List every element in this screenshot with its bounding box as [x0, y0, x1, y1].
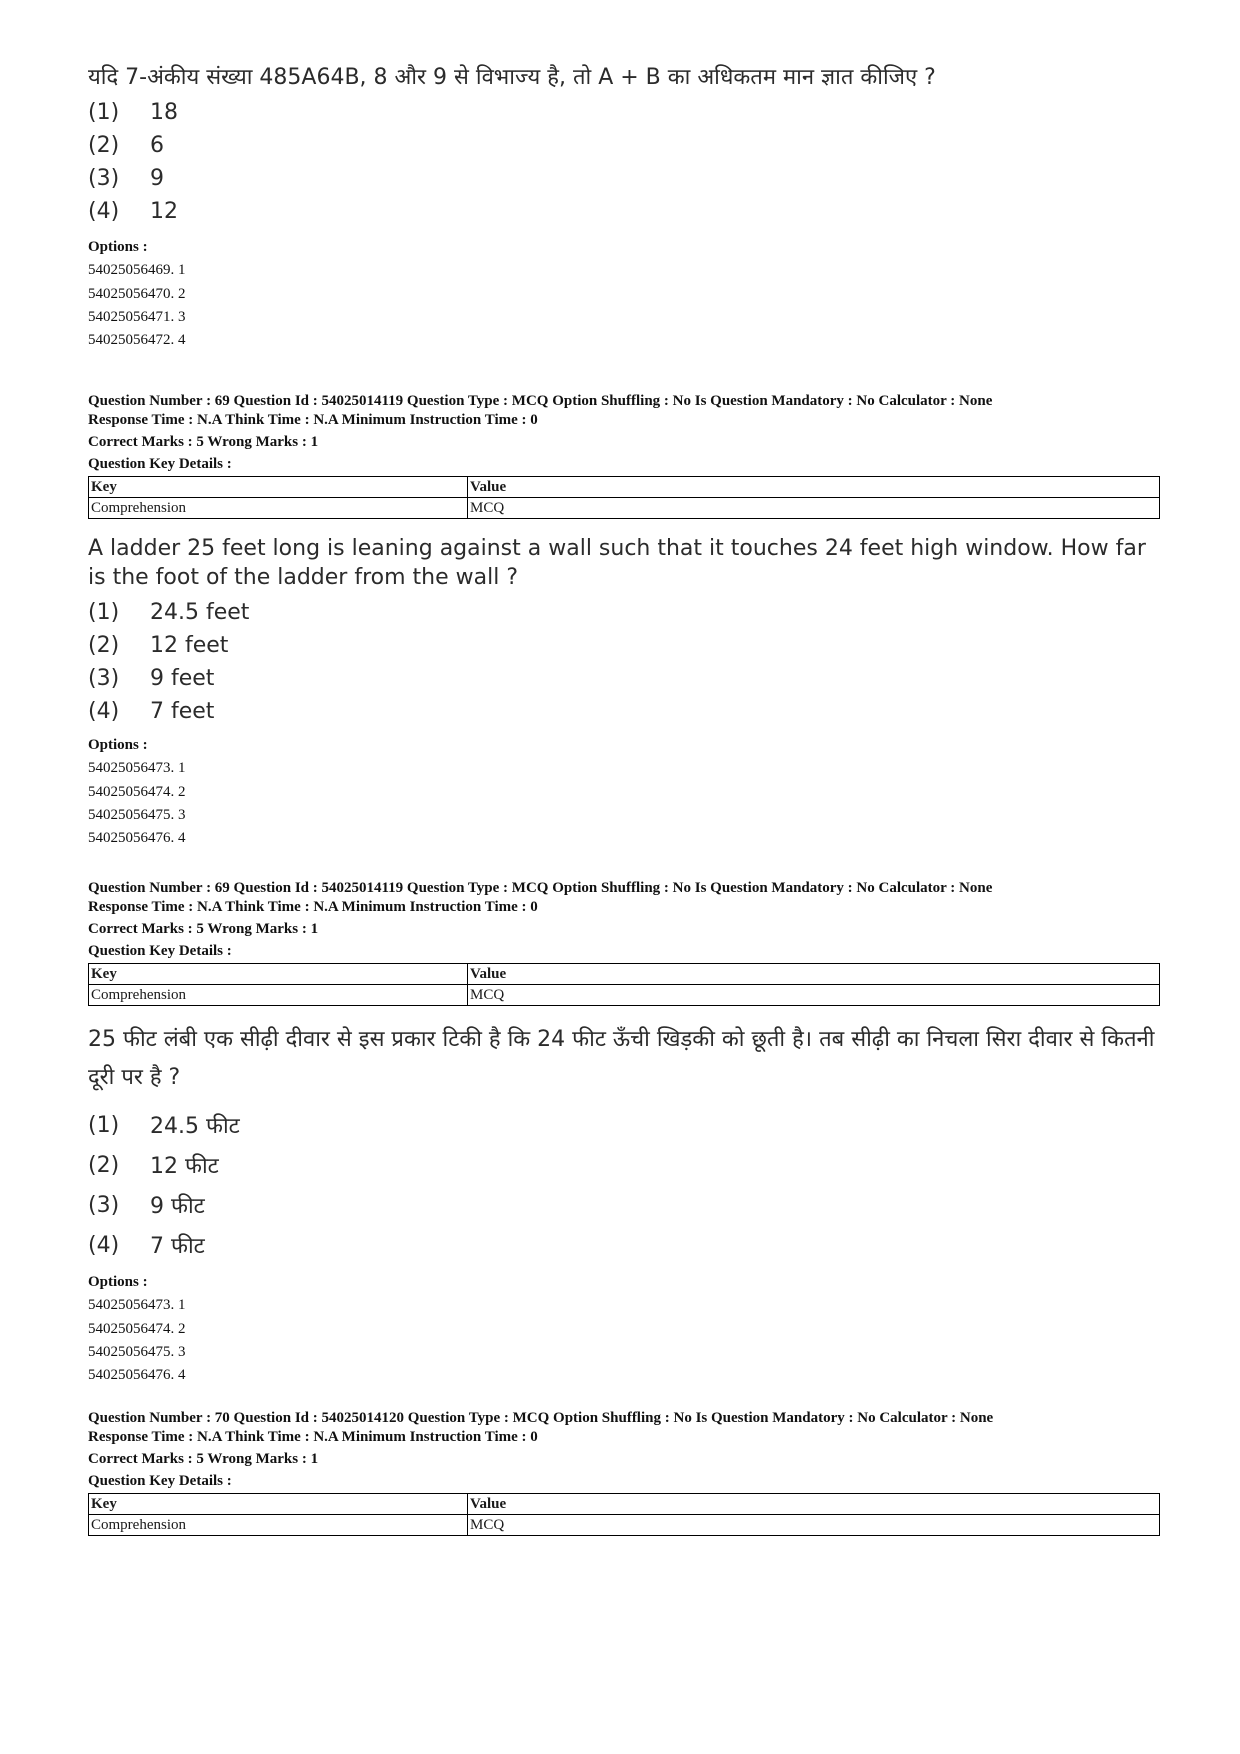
- question-meta-line: Question Number : 70 Question Id : 54025014120 Question Type : MCQ Option Shuffling : No Is Question Mandatory : No Calculator : None: [88, 1410, 994, 1426]
- question-meta-line: Question Number : 69 Question Id : 54025014119 Question Type : MCQ Option Shuffling : No Is Question Mandatory : No Calculator : None: [88, 880, 993, 896]
- table-header-key: Key: [89, 964, 468, 985]
- answer-options: [88, 96, 1160, 228]
- option-text: 9 feet: [150, 666, 215, 691]
- key-value-table: [88, 1493, 1160, 1536]
- question-meta-line: Response Time : N.A Think Time : N.A Minimum Instruction Time : 0: [88, 412, 538, 428]
- option-text: 24.5 feet: [150, 600, 250, 625]
- answer-option: [88, 695, 1160, 728]
- answer-option: [88, 96, 1160, 129]
- table-cell-key: Comprehension: [89, 1515, 468, 1536]
- option-number: (1): [88, 1112, 120, 1138]
- option-text: 7 फीट: [150, 1234, 205, 1259]
- key-details-label: Question Key Details :: [88, 943, 232, 959]
- option-id: 54025056470. 2: [88, 285, 186, 302]
- option-text: 9 फीट: [150, 1194, 205, 1219]
- table-header-key: Key: [89, 477, 468, 498]
- option-text: 6: [150, 133, 164, 158]
- question-meta-line: Response Time : N.A Think Time : N.A Minimum Instruction Time : 0: [88, 1429, 538, 1445]
- question-meta-q69: [88, 392, 1160, 519]
- option-number: (1): [88, 600, 120, 625]
- option-id: 54025056474. 2: [88, 1320, 186, 1337]
- question-text: A ladder 25 feet long is leaning against a wall such that it touches 24 feet high window. How far is the foot of the ladder from the wall ?: [88, 536, 1146, 590]
- question-block-q69-english: [88, 534, 1160, 850]
- question-meta-line: Response Time : N.A Think Time : N.A Minimum Instruction Time : 0: [88, 899, 538, 915]
- marks-line: Correct Marks : 5 Wrong Marks : 1: [88, 434, 319, 450]
- answer-option: [88, 162, 1160, 195]
- option-id: 54025056473. 1: [88, 760, 186, 777]
- question-block-q69-hindi: [88, 1021, 1160, 1387]
- option-text: 12: [150, 199, 178, 224]
- option-number: (2): [88, 1152, 120, 1178]
- table-header-value: Value: [468, 964, 1160, 985]
- answer-option: [88, 1185, 1160, 1225]
- question-meta-line: Question Number : 69 Question Id : 54025014119 Question Type : MCQ Option Shuffling : No Is Question Mandatory : No Calculator : None: [88, 393, 993, 409]
- key-details-label: Question Key Details :: [88, 456, 232, 472]
- question-meta-q69-repeat: [88, 879, 1160, 1006]
- answer-options: [88, 1105, 1160, 1265]
- table-cell-value: MCQ: [468, 498, 1160, 519]
- option-id: 54025056476. 4: [88, 830, 186, 847]
- option-text: 12 फीट: [150, 1154, 219, 1179]
- option-number: (3): [88, 666, 120, 691]
- option-id: 54025056472. 4: [88, 332, 186, 349]
- option-text: 24.5 फीट: [150, 1114, 240, 1139]
- answer-option: [88, 629, 1160, 662]
- option-id: 54025056474. 2: [88, 783, 186, 800]
- option-number: (2): [88, 633, 120, 658]
- question-meta-q70: [88, 1409, 1160, 1536]
- marks-line: Correct Marks : 5 Wrong Marks : 1: [88, 921, 319, 937]
- options-label: Options :: [88, 1274, 148, 1290]
- table-header-key: Key: [89, 1494, 468, 1515]
- table-cell-value: MCQ: [468, 1515, 1160, 1536]
- question-text: 25 फीट लंबी एक सीढ़ी दीवार से इस प्रकार टिकी है कि 24 फीट ऊँची खिड़की को छूती है। तब सीढ़ी का निचला सिरा दीवार से कितनी दूरी पर है ?: [88, 1027, 1155, 1090]
- answer-option: [88, 662, 1160, 695]
- option-id: 54025056475. 3: [88, 806, 186, 823]
- table-cell-key: Comprehension: [89, 985, 468, 1006]
- answer-option: [88, 1105, 1160, 1145]
- option-number: (4): [88, 1232, 120, 1258]
- option-id: 54025056476. 4: [88, 1367, 186, 1384]
- option-text: 9: [150, 166, 164, 191]
- answer-option: [88, 1225, 1160, 1265]
- option-number: (1): [88, 100, 120, 125]
- question-block-q68-hindi: [88, 63, 1160, 352]
- option-number: (3): [88, 166, 120, 191]
- option-number: (3): [88, 1192, 120, 1218]
- key-value-table: [88, 476, 1160, 519]
- option-number: (2): [88, 133, 120, 158]
- option-text: 7 feet: [150, 699, 215, 724]
- option-ids: [88, 734, 1160, 850]
- option-ids: [88, 1271, 1160, 1387]
- option-id: 54025056475. 3: [88, 1343, 186, 1360]
- marks-line: Correct Marks : 5 Wrong Marks : 1: [88, 1451, 319, 1467]
- option-id: 54025056471. 3: [88, 308, 186, 325]
- answer-option: [88, 1145, 1160, 1185]
- option-ids: [88, 236, 1160, 352]
- answer-options: [88, 596, 1160, 728]
- option-text: 18: [150, 100, 178, 125]
- answer-option: [88, 596, 1160, 629]
- answer-option: [88, 195, 1160, 228]
- table-header-value: Value: [468, 1494, 1160, 1515]
- options-label: Options :: [88, 239, 148, 255]
- table-cell-value: MCQ: [468, 985, 1160, 1006]
- option-id: 54025056469. 1: [88, 262, 186, 279]
- question-text: यदि 7-अंकीय संख्या 485A64B, 8 और 9 से विभाज्य है, तो A + B का अधिकतम मान ज्ञात कीजिए ?: [88, 65, 936, 90]
- option-text: 12 feet: [150, 633, 229, 658]
- option-number: (4): [88, 699, 120, 724]
- key-value-table: [88, 963, 1160, 1006]
- answer-option: [88, 129, 1160, 162]
- option-id: 54025056473. 1: [88, 1297, 186, 1314]
- table-cell-key: Comprehension: [89, 498, 468, 519]
- table-header-value: Value: [468, 477, 1160, 498]
- options-label: Options :: [88, 737, 148, 753]
- key-details-label: Question Key Details :: [88, 1473, 232, 1489]
- option-number: (4): [88, 199, 120, 224]
